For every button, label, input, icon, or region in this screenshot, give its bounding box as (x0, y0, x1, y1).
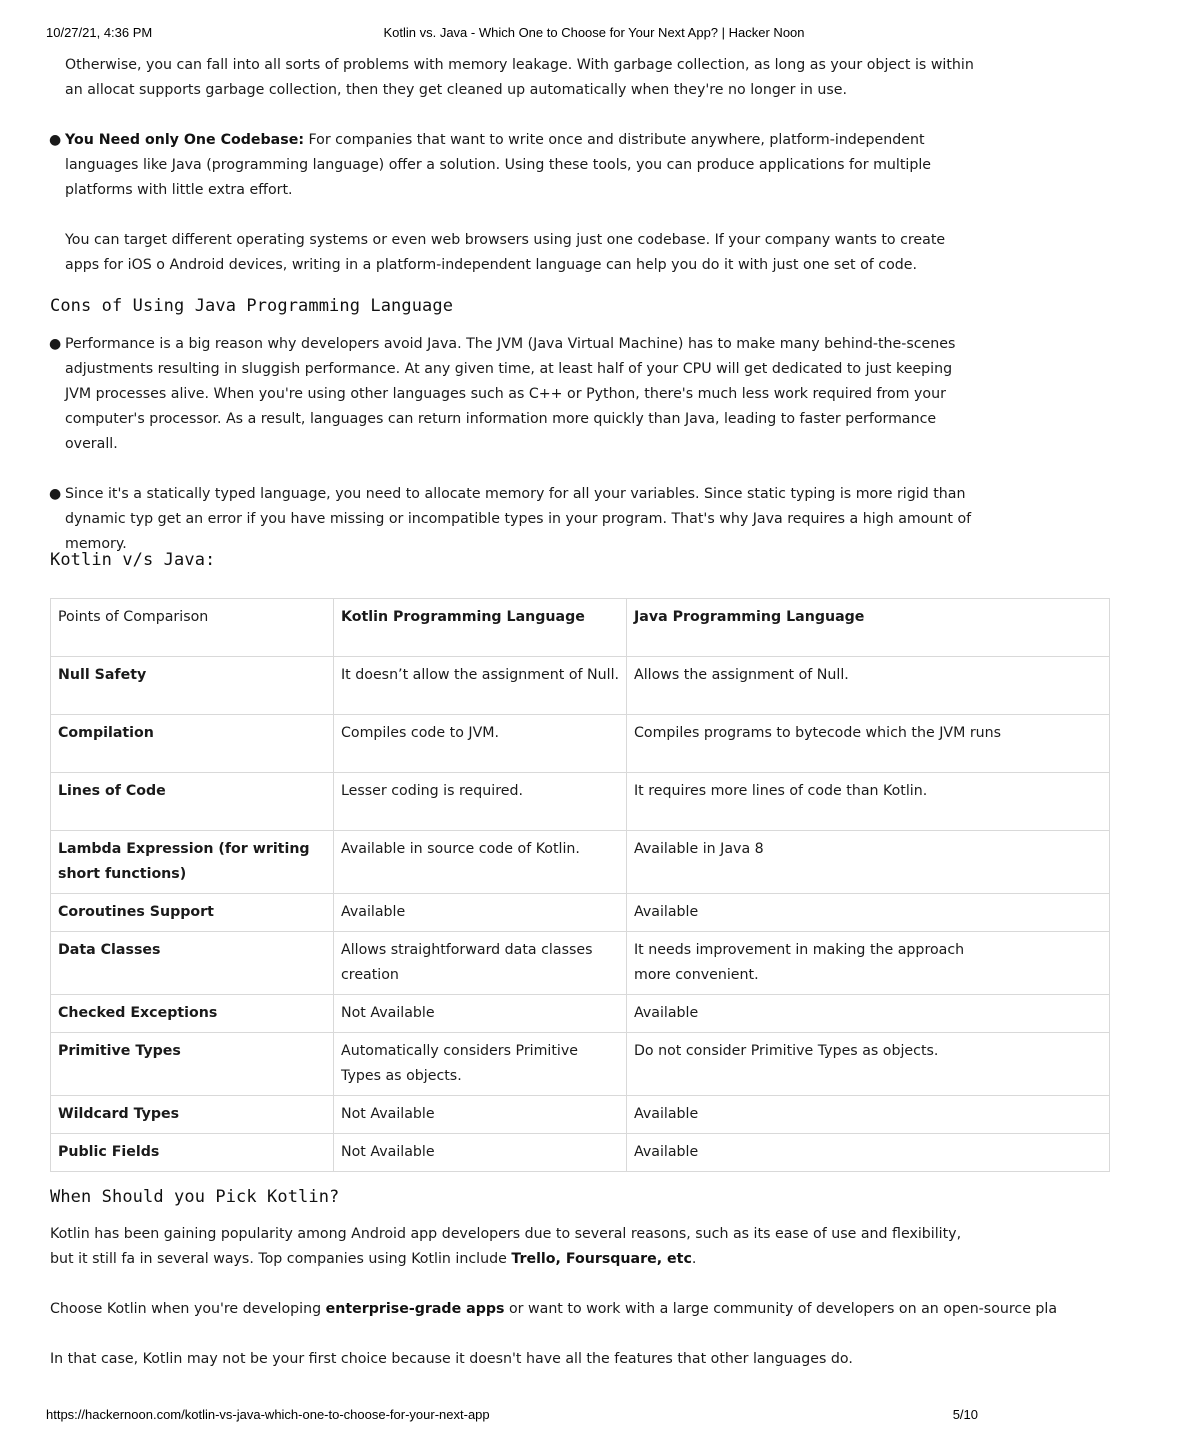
print-page-number: 5/10 (952, 1407, 978, 1422)
kotlin-cell: Lesser coding is required. (334, 773, 627, 831)
table-header-row (51, 599, 1110, 657)
cons-item-performance: Performance is a big reason why developers avoid Java. The JVM (Java Virtual Machine) has to make many behind-the-scenes adjustments resulting in sluggish performance. At any given time, at least half of your CPU will get dedicated to just keeping JVM processes alive. When you're using other languages such as C++ or Python, there's much less work required from your computer's processor. As a result, languages can return information more quickly than Java, leading to faster performance overall. (65, 336, 956, 452)
codebase-paragraph (65, 128, 977, 203)
table-row (51, 773, 1110, 831)
row-label: Lines of Code (51, 773, 334, 831)
kotlin-cell: Allows straightforward data classes creation (334, 932, 627, 995)
row-label: Lambda Expression (for writing short functions) (51, 831, 334, 894)
bullet-icon: ● (49, 132, 62, 148)
list-item (49, 128, 977, 278)
codebase-term: You Need only One Codebase: (65, 132, 304, 148)
print-page-title: Kotlin vs. Java - Which One to Choose for Your Next App? | Hacker Noon (383, 25, 805, 40)
table-row (51, 657, 1110, 715)
java-cell: Available (627, 894, 1110, 932)
list-item (65, 53, 1105, 103)
comparison-heading: Kotlin v/s Java: (50, 550, 216, 570)
java-cell: Do not consider Primitive Types as objects. (627, 1033, 1110, 1096)
header-cell: Java Programming Language (627, 599, 1110, 657)
table-row (51, 1033, 1110, 1096)
codebase-paragraph-2: You can target different operating systems or even web browsers using just one codebase. If your company wants to create apps for iOS o Android devices, writing in a platform-independent language can help you do it with just one set of code. (65, 232, 946, 273)
list-item (49, 482, 977, 557)
java-cell: Compiles programs to bytecode which the JVM runs (627, 715, 1110, 773)
intro-list (50, 53, 1105, 103)
java-cell: It requires more lines of code than Kotlin. (627, 773, 1110, 831)
java-cell: Available (627, 1134, 1110, 1172)
java-cell: Available in Java 8 (627, 831, 1110, 894)
row-label: Data Classes (51, 932, 334, 995)
kotlin-cell: It doesn’t allow the assignment of Null. (334, 657, 627, 715)
cons-list (50, 332, 977, 557)
kotlin-cell: Compiles code to JVM. (334, 715, 627, 773)
java-cell: It needs improvement in making the approach more convenient. (627, 932, 1110, 995)
row-label: Null Safety (51, 657, 334, 715)
print-url: https://hackernoon.com/kotlin-vs-java-which-one-to-choose-for-your-next-app (46, 1407, 490, 1422)
java-cell: Available (627, 995, 1110, 1033)
row-label: Checked Exceptions (51, 995, 334, 1033)
comparison-table (50, 598, 1110, 1172)
table-row (51, 932, 1110, 995)
pick-kotlin-paragraph-3: In that case, Kotlin may not be your first choice because it doesn't have all the features that other languages do. (50, 1351, 853, 1367)
kotlin-cell: Automatically considers Primitive Types as objects. (334, 1033, 627, 1096)
pick-kotlin-heading: When Should you Pick Kotlin? (50, 1187, 340, 1207)
kotlin-cell: Not Available (334, 1096, 627, 1134)
table-row (51, 1134, 1110, 1172)
table-row (51, 995, 1110, 1033)
choose-kotlin-text: Choose Kotlin when you're developing (50, 1301, 326, 1317)
kotlin-cell: Available (334, 894, 627, 932)
bullet-icon: ● (49, 486, 62, 502)
header-cell: Points of Comparison (51, 599, 334, 657)
row-label: Compilation (51, 715, 334, 773)
pick-kotlin-paragraph-1 (50, 1222, 980, 1272)
row-label: Wildcard Types (51, 1096, 334, 1134)
print-datetime: 10/27/21, 4:36 PM (46, 25, 153, 40)
row-label: Coroutines Support (51, 894, 334, 932)
row-label: Primitive Types (51, 1033, 334, 1096)
pick-kotlin-paragraph-2 (50, 1297, 1110, 1322)
article-body (49, 50, 1058, 1400)
companies-list: Trello, Foursquare, etc (511, 1251, 692, 1267)
cons-heading: Cons of Using Java Programming Language (50, 296, 454, 316)
java-cell: Allows the assignment of Null. (627, 657, 1110, 715)
print-header (0, 25, 1024, 43)
row-label: Public Fields (51, 1134, 334, 1172)
codebase-list (50, 128, 977, 278)
codebase-text: For companies that want to write once and distribute anywhere, platform-independent languages like Java (programming language) offer a solution. Using these tools, you can produce applications for multiple platforms with little extra effort. (65, 132, 932, 198)
header-cell: Kotlin Programming Language (334, 599, 627, 657)
table-row (51, 1096, 1110, 1134)
cons-item-memory: Since it's a statically typed language, you need to allocate memory for all your variables. Since static typing is more rigid than dynamic typ get an error if you have missing or incompatible types in your program. That's why Java requires a high amount of memory. (65, 486, 972, 552)
memory-leak-paragraph: Otherwise, you can fall into all sorts of problems with memory leakage. With garbage collection, as long as your object is within an allocat supports garbage collection, then they get cleaned up automatically when they're no longer in use. (65, 57, 974, 98)
choose-kotlin-text-end: or want to work with a large community of developers on an open-source pla (504, 1301, 1058, 1317)
table-row (51, 894, 1110, 932)
list-item (49, 332, 977, 457)
table-row (51, 715, 1110, 773)
print-footer (0, 1407, 1024, 1425)
bullet-icon: ● (49, 336, 62, 352)
table-row (51, 831, 1110, 894)
sentence-end: . (691, 1251, 697, 1267)
kotlin-cell: Not Available (334, 1134, 627, 1172)
kotlin-cell: Available in source code of Kotlin. (334, 831, 627, 894)
java-cell: Available (627, 1096, 1110, 1134)
pick-kotlin-text: Kotlin has been gaining popularity among Android app developers due to several reasons, such as its ease of use and flexibility, but it still fa in several ways. Top companies using Kotlin include (50, 1226, 962, 1267)
enterprise-apps: enterprise-grade apps (325, 1301, 505, 1317)
kotlin-cell: Not Available (334, 995, 627, 1033)
